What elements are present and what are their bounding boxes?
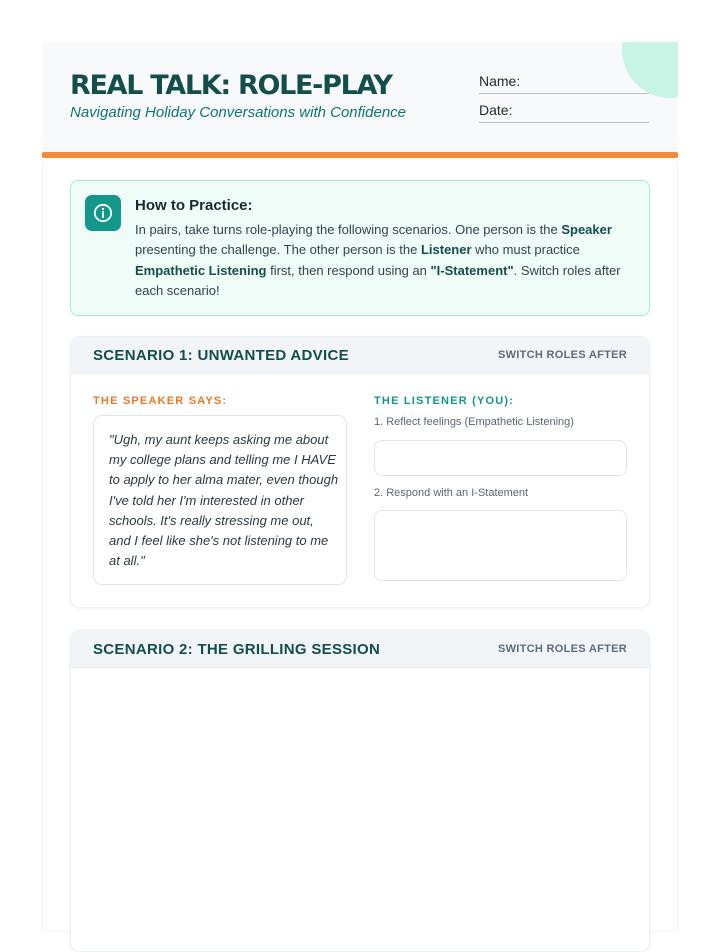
- name-label: Name:: [479, 73, 521, 89]
- speaker-label: THE SPEAKER SAYS:: [93, 395, 228, 407]
- switch-roles-label: SWITCH ROLES AFTER: [497, 643, 627, 655]
- reflect-feelings-answer-box[interactable]: [374, 440, 627, 476]
- how-to-text: In pairs, take turns role-playing the following scenarios. One person is the Speaker presenting the challenge. The other person is the Listener who must practice Empathetic Listening first, then respond using an "I-Statement". Switch roles after each scenario!: [135, 222, 621, 298]
- scenario-card-2: [70, 630, 650, 952]
- how-to-title: How to Practice:: [135, 197, 253, 214]
- speaker-quote-box: [93, 415, 347, 585]
- i-statement-term: "I-Statement": [430, 262, 514, 278]
- how-to-practice-box: [70, 180, 650, 316]
- i-statement-prompt: 2. Respond with an I-Statement: [374, 487, 529, 499]
- header-divider: [42, 152, 678, 158]
- date-label: Date:: [479, 102, 513, 118]
- scenario-1-title: SCENARIO 1: UNWANTED ADVICE: [93, 347, 349, 364]
- worksheet-page: [42, 42, 678, 932]
- speaker-term: Speaker: [561, 222, 612, 237]
- name-field[interactable]: [479, 73, 649, 94]
- i-statement-answer-box[interactable]: [374, 510, 627, 581]
- empathetic-term: Empathetic Listening: [135, 262, 267, 278]
- date-field[interactable]: [479, 102, 649, 123]
- listener-label: THE LISTENER (YOU):: [374, 395, 515, 407]
- switch-roles-label: SWITCH ROLES AFTER: [497, 349, 627, 361]
- scenario-2-header: [71, 631, 649, 668]
- info-icon: [85, 195, 121, 231]
- page-subtitle: Navigating Holiday Conversations with Confidence: [70, 104, 407, 121]
- speaker-quote: "Ugh, my aunt keeps asking me about my college plans and telling me I HAVE to apply to her alma mater, even though I've told her I'm interested in other schools. It's really stressing me out, and I feel like she's not listening to me at all.": [109, 432, 339, 569]
- scenario-2-title: SCENARIO 2: THE GRILLING SESSION: [93, 641, 381, 658]
- scenario-card-1: [70, 336, 650, 608]
- page-title: REAL TALK: ROLE-PLAY: [70, 70, 392, 101]
- listener-term: Listener: [420, 242, 472, 258]
- reflect-feelings-prompt: 1. Reflect feelings (Empathetic Listening): [374, 416, 574, 428]
- worksheet-header: [42, 42, 678, 152]
- scenario-1-header: [71, 337, 649, 374]
